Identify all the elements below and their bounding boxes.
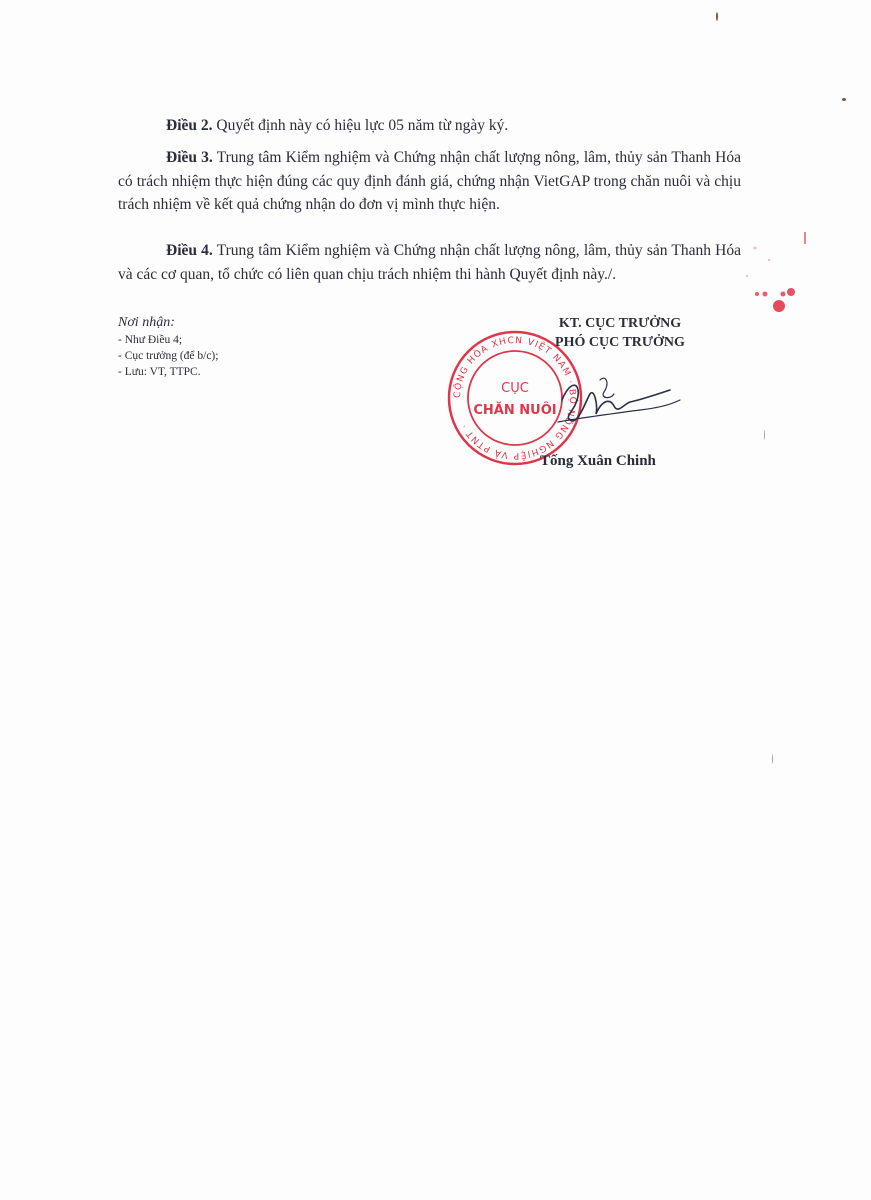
seal-ring-text: CỘNG HÒA XHCN VIỆT NAM · BỘ NÔNG NGHIỆP VÀ PTNT ·	[452, 335, 578, 461]
recipients-block	[118, 314, 218, 380]
article-2-text: Quyết định này có hiệu lực 05 năm từ ngày ký.	[212, 117, 509, 134]
recipient-item: - Cục trưởng (để b/c);	[118, 350, 219, 362]
article-3-label: Điều 3.	[166, 149, 213, 166]
scan-speck	[716, 12, 718, 21]
article-2	[118, 114, 741, 138]
handwritten-signature	[540, 370, 690, 450]
scan-speck	[842, 98, 846, 101]
recipient-item: - Lưu: VT, TTPC.	[118, 366, 201, 378]
article-3-text: Trung tâm Kiểm nghiệm và Chứng nhận chất lượng nông, lâm, thủy sản Thanh Hóa có trách nhiệm thực hiện đúng các quy định đánh giá, chứng nhận VietGAP trong chăn nuôi và chịu trách nhiệm về kết quả chứng nhận do đơn vị mình thực hiện.	[118, 149, 742, 213]
scan-speck	[764, 430, 765, 440]
recipients-title: Nơi nhận:	[118, 315, 175, 330]
scan-speck	[772, 754, 773, 764]
signer-name: Tống Xuân Chinh	[540, 453, 656, 469]
article-4	[118, 239, 741, 286]
partial-stamp-mark	[735, 232, 815, 332]
article-2-label: Điều 2.	[166, 117, 213, 134]
signer-title-line2: PHÓ CỤC TRƯỞNG	[555, 335, 685, 350]
signer-title-line1: KT. CỤC TRƯỞNG	[558, 316, 682, 331]
seal-inner-line1: CỤC	[501, 381, 529, 396]
seal-inner-line2: CHĂN NUÔI	[473, 403, 557, 418]
article-4-text: Trung tâm Kiểm nghiệm và Chứng nhận chất lượng nông, lâm, thủy sản Thanh Hóa và các cơ quan, tổ chức có liên quan chịu trách nhiệm thi hành Quyết định này./.	[118, 242, 742, 283]
article-3	[118, 146, 741, 217]
signer-block	[520, 314, 720, 352]
article-4-label: Điều 4.	[166, 242, 213, 259]
recipient-item: - Như Điều 4;	[118, 334, 183, 346]
